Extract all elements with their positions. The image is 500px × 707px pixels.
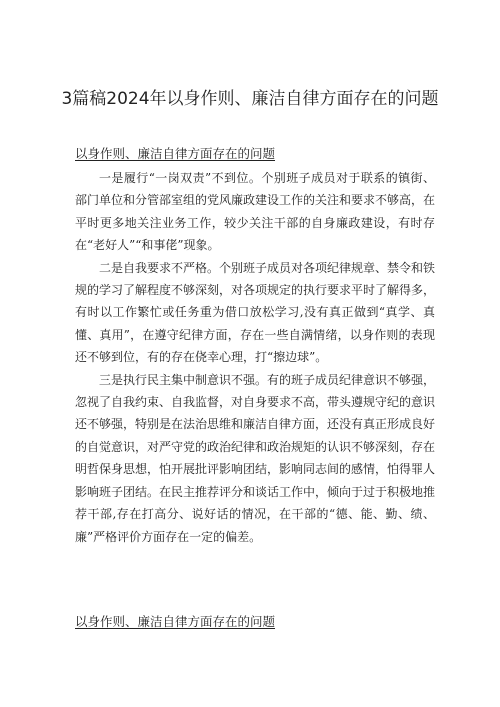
paragraph-3: 三是执行民主集中制意识不强。有的班子成员纪律意识不够强，忽视了自我约束、自我监督，对自身要求不高，带头遵规守纪的意识还不够强，特别是在法治思维和廉洁自律方面，还没有真正形成良好的自觉意识，对严守党的政治纪律和政治规矩的认识不够深刻，存在明哲保身思想，怕开展批评影响团结，影响同志间的感情，怕得罪人影响班子团结。在民主推荐评分和谈话工作中，倾向于过于积极地推荐干部,存在打高分、说好话的情况，在干部的“德、能、勤、绩、廉”严格评价方面存在一定的偏差。 [75, 372, 436, 544]
section-heading: 以身作则、廉洁自律方面存在的问题 [75, 146, 276, 161]
section-heading-repeat: 以身作则、廉洁自律方面存在的问题 [75, 614, 276, 629]
document-body [75, 167, 435, 548]
paragraph-1: 一是履行“一岗双责”不到位。个别班子成员对于联系的镇街、部门单位和分管部室组的党风廉政建设工作的关注和要求不够高，在平时更多地关注业务工作，较少关注干部的自身廉政建设，有时存在“老好人”“和事佬”现象。 [75, 171, 436, 253]
document-title: 3篇稿2024年以身作则、廉洁自律方面存在的问题 [61, 89, 439, 109]
paragraph-2: 二是自我要求不严格。个别班子成员对各项纪律规章、禁令和铁规的学习了解程度不够深刻，对各项规定的执行要求平时了解得多，有时以工作繁忙或任务重为借口放松学习,没有真正做到“真学、真懂、真用”，在遵守纪律方面，存在一些自满情绪，以身作则的表现还不够到位，有的存在侥幸心理，打“擦边球”。 [75, 260, 436, 365]
